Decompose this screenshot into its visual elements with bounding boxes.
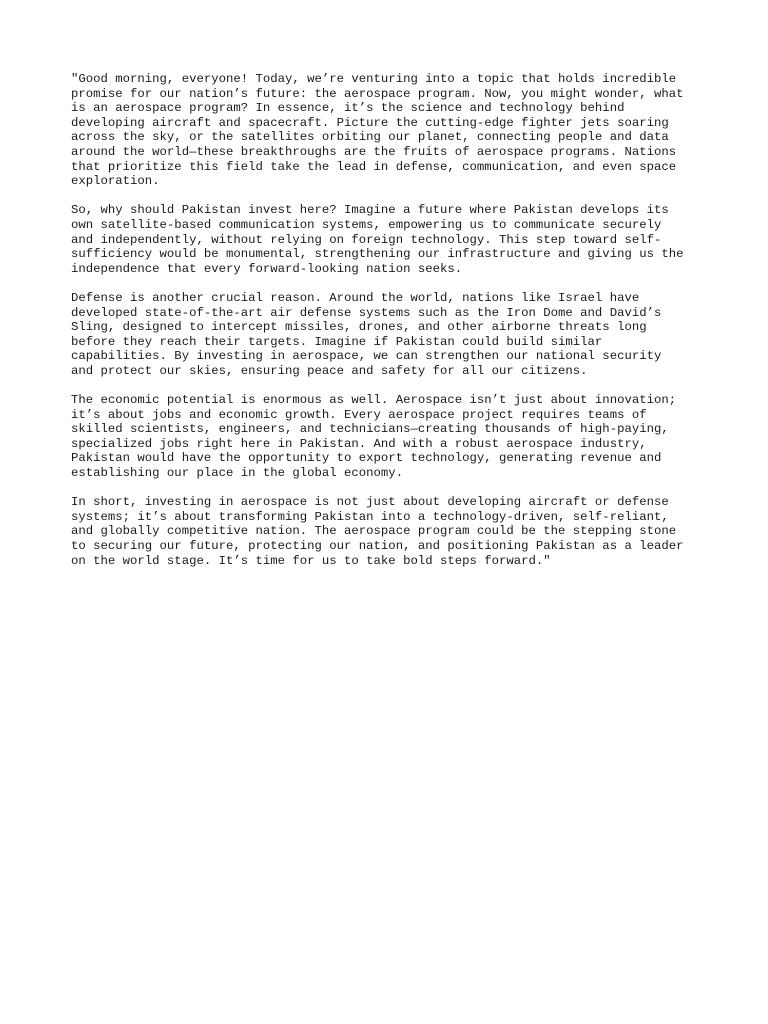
text-line: Sling, designed to intercept missiles, drones, and other airborne threats long (71, 320, 647, 335)
text-line: systems; it’s about transforming Pakistan into a technology-driven, self-reliant, (71, 509, 669, 524)
text-line: In short, investing in aerospace is not just about developing aircraft or defense (71, 495, 669, 510)
text-line: So, why should Pakistan invest here? Imagine a future where Pakistan develops its (71, 203, 669, 218)
paragraph-intro (71, 72, 701, 189)
paragraph-communication (71, 203, 701, 276)
text-line: around the world—these breakthroughs are the fruits of aerospace programs. Nations (71, 144, 677, 159)
text-line: developing aircraft and spacecraft. Picture the cutting-edge fighter jets soaring (71, 115, 669, 130)
text-line: before they reach their targets. Imagine if Pakistan could build similar (71, 334, 603, 349)
document-page (71, 72, 701, 583)
text-line: sufficiency would be monumental, strengthening our infrastructure and giving us the (71, 247, 684, 262)
text-line: skilled scientists, engineers, and technicians—creating thousands of high-paying, (71, 422, 669, 437)
text-line: specialized jobs right here in Pakistan. And with a robust aerospace industry, (71, 436, 647, 451)
text-line: to securing our future, protecting our nation, and positioning Pakistan as a leader (71, 539, 684, 553)
text-line: and globally competitive nation. The aerospace program could be the stepping stone (71, 524, 677, 539)
text-line: on the world stage. It’s time for us to take bold steps forward." (71, 553, 551, 568)
text-line: own satellite-based communication systems, empowering us to communicate securely (71, 217, 662, 232)
text-line: "Good morning, everyone! Today, we’re venturing into a topic that holds incredible (71, 72, 677, 86)
text-line: exploration. (71, 174, 160, 189)
text-line: across the sky, or the satellites orbiting our planet, connecting people and data (71, 130, 669, 145)
text-line: and protect our skies, ensuring peace and safety for all our citizens. (71, 363, 588, 378)
paragraph-defense (71, 291, 701, 379)
text-line: Pakistan would have the opportunity to export technology, generating revenue and (71, 451, 662, 466)
text-line: it’s about jobs and economic growth. Every aerospace project requires teams of (71, 407, 647, 422)
paragraph-conclusion (71, 495, 701, 568)
text-line: establishing our place in the global economy. (71, 466, 404, 481)
text-line: capabilities. By investing in aerospace, we can strengthen our national security (71, 349, 662, 364)
text-line: developed state-of-the-art air defense systems such as the Iron Dome and David’s (71, 305, 662, 320)
text-line: Defense is another crucial reason. Around the world, nations like Israel have (71, 290, 640, 305)
paragraph-economy (71, 393, 701, 481)
text-line: The economic potential is enormous as well. Aerospace isn’t just about innovation; (71, 393, 677, 408)
text-line: promise for our nation’s future: the aerospace program. Now, you might wonder, what (71, 86, 684, 101)
text-line: is an aerospace program? In essence, it’s the science and technology behind (71, 101, 625, 116)
text-line: independence that every forward-looking nation seeks. (71, 261, 463, 276)
text-line: that prioritize this field take the lead in defense, communication, and even space (71, 159, 677, 174)
text-line: and independently, without relying on foreign technology. This step toward self- (71, 232, 662, 247)
